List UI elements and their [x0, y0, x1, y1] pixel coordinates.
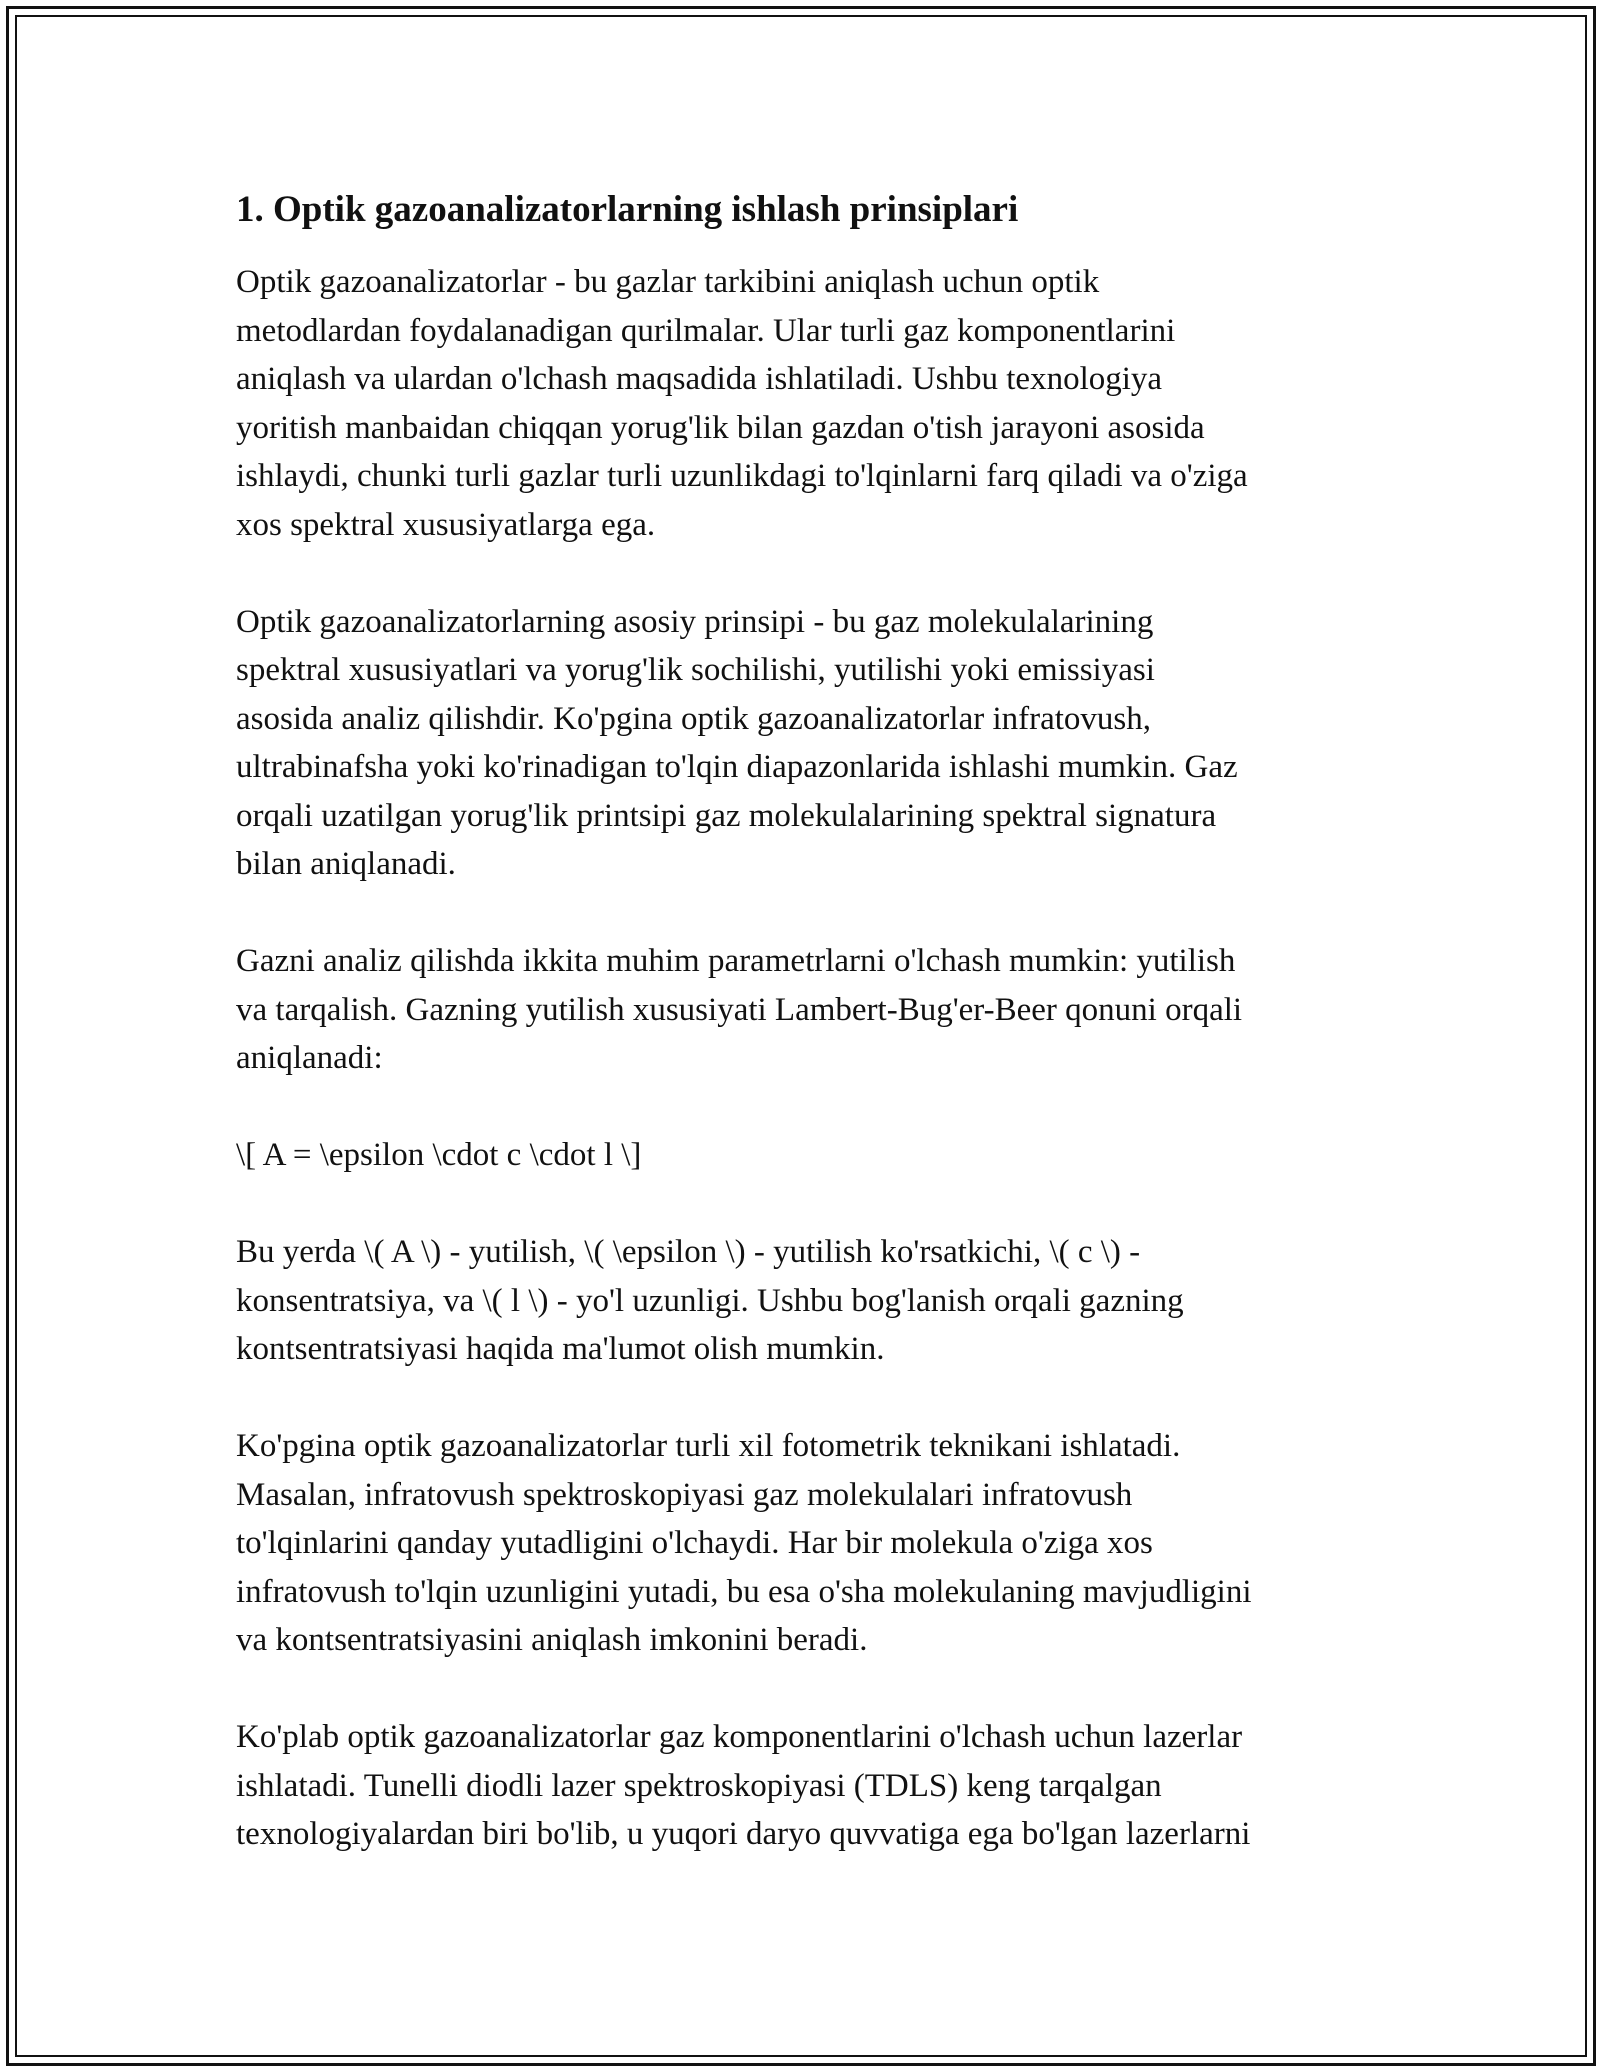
- paragraph-parameters: Gazni analiz qilishda ikkita muhim parametrlarni o'lchash mumkin: yutilish va tarqalish. Gazning yutilish xususiyati Lambert-Bug'er-Beer qonuni orqali aniqlanadi:: [236, 943, 1243, 1076]
- paragraph-photometric: Ko'pgina optik gazoanalizatorlar turli xil fotometrik teknikani ishlatadi. Masalan, infratovush spektroskopiyasi gaz molekulalari infratovush to'lqinlarini qanday yutadligini o'lchaydi. Har bir molekula o'ziga xos infratovush to'lqin uzunligini yutadi, bu esa o'sha molekulaning mavjudligini va kontsentratsiyasini aniqlash imkonini beradi.: [236, 1428, 1252, 1658]
- formula-beer-lambert: \[ A = \epsilon \cdot c \cdot l \]: [236, 1137, 642, 1173]
- paragraph-intro: Optik gazoanalizatorlar - bu gazlar tarkibini aniqlash uchun optik metodlardan foydalanadigan qurilmalar. Ular turli gaz komponentlarini aniqlash va ulardan o'lchash maqsadida ishlatiladi. Ushbu texnologiya yoritish manbaidan chiqqan yorug'lik bilan gazdan o'tish jarayoni asosida ishlaydi, chunki turli gazlar turli uzunlikdagi to'lqinlarni farq qiladi va o'ziga xos spektral xususiyatlarga ega.: [236, 264, 1248, 543]
- document-body: [236, 186, 1386, 1907]
- section-heading: 1. Optik gazoanalizatorlarning ishlash prinsiplari: [236, 189, 1019, 230]
- paragraph-formula-explanation: Bu yerda \( A \) - yutilish, \( \epsilon \) - yutilish ko'rsatkichi, \( c \) - konsentratsiya, va \( l \) - yo'l uzunligi. Ushbu bog'lanish orqali gazning kontsentratsiyasi haqida ma'lumot olish mumkin.: [236, 1234, 1184, 1367]
- paragraph-principle: Optik gazoanalizatorlarning asosiy prinsipi - bu gaz molekulalarining spektral xususiyatlari va yorug'lik sochilishi, yutilishi yoki emissiyasi asosida analiz qilishdir. Ko'pgina optik gazoanalizatorlar infratovush, ultrabinafsha yoki ko'rinadigan to'lqin diapazonlarida ishlashi mumkin. Gaz orqali uzatilgan yorug'lik printsipi gaz molekulalarining spektral signatura bilan aniqlanadi.: [236, 603, 1238, 882]
- paragraph-lasers: Ko'plab optik gazoanalizatorlar gaz komponentlarini o'lchash uchun lazerlar ishlatadi. Tunelli diodli lazer spektroskopiyasi (TDLS) keng tarqalgan texnologiyalardan biri bo'lib, u yuqori daryo quvvatiga ega bo'lgan lazerlarni: [236, 1719, 1251, 1852]
